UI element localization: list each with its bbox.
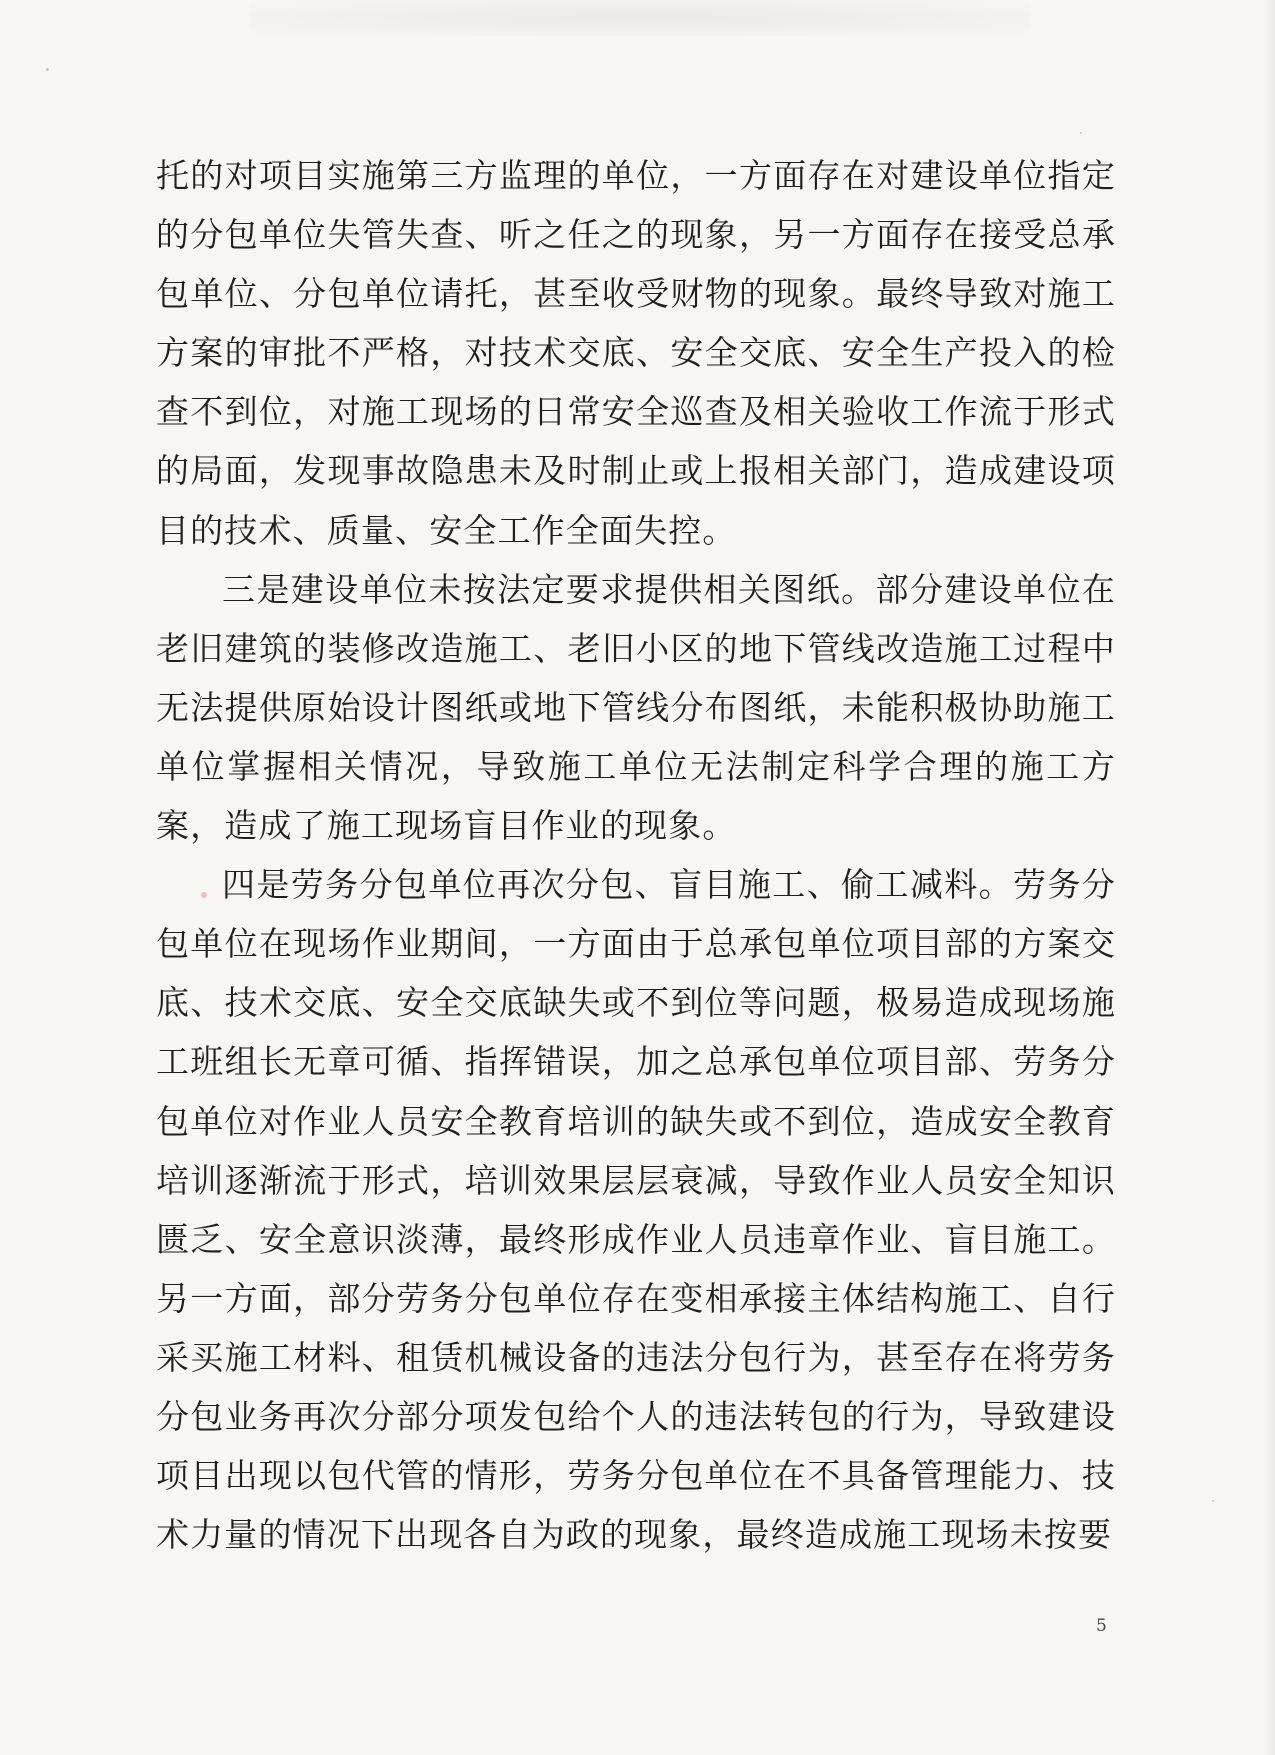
paragraph-supervision: 托的对项目实施第三方监理的单位，一方面存在对建设单位指定的分包单位失管失查、听之任之的现象，另一方面存在接受总承包单位、分包单位请托，甚至收受财物的现象。最终导致对施工方案的审批不严格，对技术交底、安全交底、安全生产投入的检查不到位，对施工现场的日常安全巡查及相关验收工作流于形式的局面，发现事故隐患未及时制止或上报相关部门，造成建设项目的技术、质量、安全工作全面失控。 xyxy=(156,156,1116,550)
paragraph-labor-subcontracting: 四是劳务分包单位再次分包、盲目施工、偷工减料。劳务分包单位在现场作业期间，一方面由于总承包单位项目部的方案交底、技术交底、安全交底缺失或不到位等问题，极易造成现场施工班组长无章可循、指挥错误，加之总承包单位项目部、劳务分包单位对作业人员安全教育培训的缺失或不到位，造成安全教育培训逐渐流于形式，培训效果层层衰减，导致作业人员安全知识匮乏、安全意识淡薄，最终形成作业人员违章作业、盲目施工。另一方面，部分劳务分包单位存在变相承接主体结构施工、自行采买施工材料、租赁机械设备的违法分包行为，甚至存在将劳务分包业务再次分部分项发包给个人的违法转包的行为，导致建设项目出现以包代管的情形，劳务分包单位在不具备管理能力、技术力量的情况下出现各自为政的现象，最终造成施工现场未按要 xyxy=(156,865,1116,1555)
dust-speck xyxy=(1212,1500,1214,1502)
scan-edge xyxy=(1265,0,1275,1755)
document-body xyxy=(156,146,1116,1564)
dust-speck xyxy=(1080,132,1082,134)
page-number: 5 xyxy=(1096,1616,1107,1636)
scan-shadow xyxy=(250,0,1030,36)
paragraph-drawings: 三是建设单位未按法定要求提供相关图纸。部分建设单位在老旧建筑的装修改造施工、老旧小区的地下管线改造施工过程中无法提供原始设计图纸或地下管线分布图纸，未能积极协助施工单位掌握相关情况，导致施工单位无法制定科学合理的施工方案，造成了施工现场盲目作业的现象。 xyxy=(156,569,1116,846)
dust-speck xyxy=(46,68,49,71)
